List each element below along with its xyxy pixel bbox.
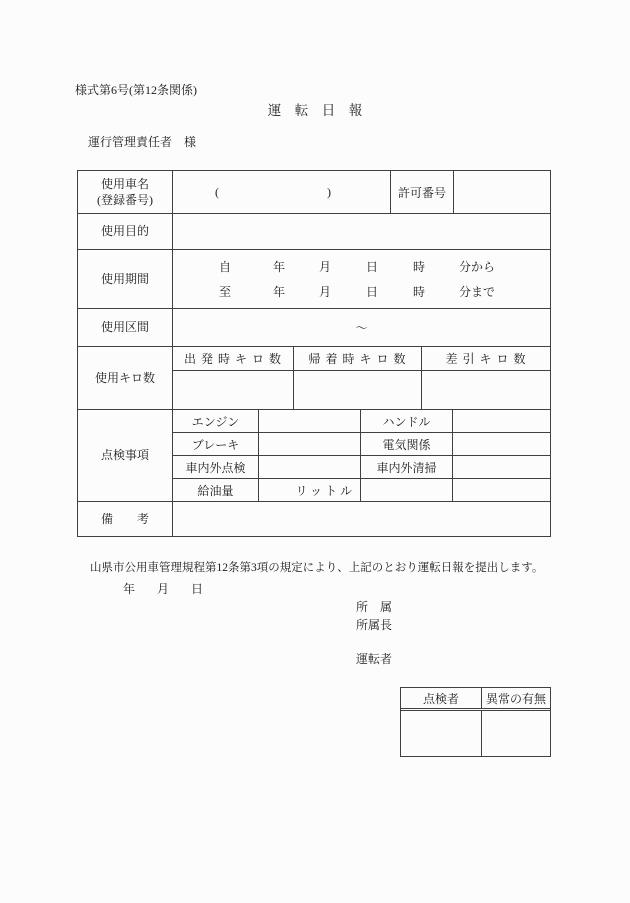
daily-report-table: [77, 170, 551, 537]
period-from-prefix: 自: [219, 260, 232, 274]
vehicle-name-field: [173, 171, 391, 213]
period-field: [173, 250, 550, 308]
kilometers-value-row: [173, 371, 550, 409]
page-title: 運 転 日 報: [267, 103, 363, 118]
check-table-value-row: [401, 711, 550, 756]
remarks-label-cell: 備 考: [78, 502, 173, 536]
remarks-field: [173, 502, 550, 536]
vehicle-label-line2: (登録番号): [97, 193, 153, 207]
inspector-header: 点検者: [401, 688, 482, 708]
section-field: 〜: [355, 321, 368, 335]
brake-label: ブレーキ: [173, 433, 259, 455]
form-number: 様式第6号(第12条関係): [75, 83, 197, 97]
vehicle-row: [78, 171, 550, 213]
inspection-field: [173, 410, 550, 501]
period-to-day: 日: [366, 285, 379, 299]
engine-label: エンジン: [173, 410, 259, 432]
abnormality-header: 異常の有無: [485, 691, 546, 706]
period-to-hour: 時: [413, 285, 426, 299]
difference-km-field: [422, 371, 550, 409]
check-table-header-row: [401, 688, 550, 711]
return-km-field: [294, 371, 422, 409]
period-from-month: 月: [319, 260, 332, 274]
departure-km-header: 出 発 時 キ ロ 数: [173, 347, 294, 370]
inspector-field: [401, 711, 482, 756]
brake-field: [259, 433, 361, 455]
purpose-field: [173, 214, 550, 249]
inspection-subrow-fuel: [173, 478, 550, 501]
kilometers-row: [78, 346, 550, 409]
period-from-year: 年: [273, 260, 286, 274]
affiliation-head-label: 所属長: [356, 618, 393, 632]
kilometers-label-cell: 使用キロ数: [78, 347, 173, 409]
section-label-cell: 使用区間: [78, 309, 173, 346]
addressee-line: 運行管理責任者 様: [88, 135, 197, 149]
date-month-label: 月: [157, 582, 170, 596]
submission-statement: 山県市公用車管理規程第12条第3項の規定により、上記のとおり運転日報を提出します。: [90, 562, 544, 574]
period-row: [78, 249, 550, 308]
kilometers-field: [173, 347, 550, 409]
vehicle-label-line1: 使用車名: [100, 176, 149, 191]
inspector-check-table: [400, 687, 551, 757]
electrical-label: 電気関係: [361, 433, 453, 455]
inspection-row: [78, 409, 550, 501]
fuel-liter-unit: リットル: [259, 479, 361, 501]
interior-exterior-clean-field: [453, 456, 550, 478]
inspection-subrow-brake: [173, 432, 550, 455]
inspection-label-cell: 点検事項: [78, 410, 173, 501]
section-row: [78, 308, 550, 346]
fuel-empty-cell-1: [361, 479, 453, 501]
interior-exterior-check-label: 車内外点検: [173, 456, 259, 478]
steering-field: [453, 410, 550, 432]
interior-exterior-check-field: [259, 456, 361, 478]
electrical-field: [453, 433, 550, 455]
period-from-line: [173, 258, 550, 275]
purpose-row: [78, 213, 550, 249]
steering-label: ハンドル: [361, 410, 453, 432]
date-day-label: 日: [191, 582, 204, 596]
period-from-day: 日: [366, 260, 379, 274]
return-km-header: 帰 着 時 キ ロ 数: [294, 347, 422, 370]
vehicle-label-cell: [78, 171, 173, 213]
period-from-hour: 時: [413, 260, 426, 274]
driver-label: 運転者: [356, 652, 393, 666]
date-line: [123, 580, 203, 597]
permit-number-label: 許可番号: [391, 171, 454, 213]
period-label-cell: 使用期間: [78, 250, 173, 308]
period-to-minute: 分まで: [459, 285, 496, 299]
departure-km-field: [173, 371, 294, 409]
remarks-row: [78, 501, 550, 536]
difference-km-header: 差 引 キ ロ 数: [445, 352, 527, 366]
abnormality-field: [482, 711, 550, 756]
purpose-label-cell: 使用目的: [78, 214, 173, 249]
affiliation-label: 所 属: [356, 600, 393, 614]
date-year-label: 年: [123, 582, 136, 596]
period-to-month: 月: [319, 285, 332, 299]
inspection-subrow-interior: [173, 455, 550, 478]
period-from-minute: 分から: [459, 260, 496, 274]
registration-paren-open: (: [215, 184, 219, 199]
registration-paren-close: ): [327, 184, 331, 199]
kilometers-header-row: [173, 347, 550, 371]
engine-field: [259, 410, 361, 432]
inspection-subrow-engine: [173, 410, 550, 432]
period-to-prefix: 至: [219, 285, 232, 299]
period-to-line: [173, 283, 550, 300]
permit-number-field: [454, 171, 550, 213]
period-to-year: 年: [273, 285, 286, 299]
fuel-empty-cell-2: [453, 479, 550, 501]
fuel-amount-label: 給油量: [173, 479, 259, 501]
interior-exterior-clean-label: 車内外清掃: [361, 456, 453, 478]
